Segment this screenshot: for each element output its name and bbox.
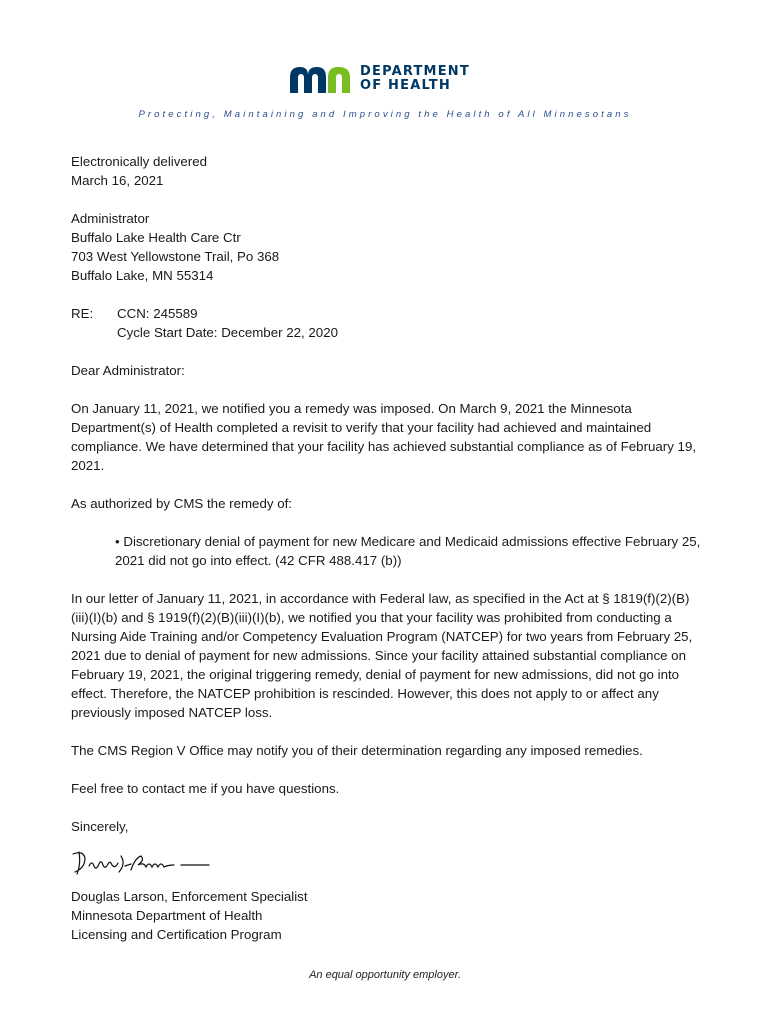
logo-line-1: DEPARTMENT (360, 64, 470, 79)
address-line: Buffalo Lake, MN 55314 (71, 268, 214, 283)
salutation: Dear Administrator: (71, 363, 185, 378)
tagline: Protecting, Maintaining and Improving the Health of All Minnesotans (138, 109, 632, 120)
paragraph-natcep: In our letter of January 11, 2021, in accordance with Federal law, as specified in the Act at § 1819(f)(2)(B)(iii)(I)(b) and § 1919(f)(2)(B)(iii)(I)(b), we notified you that your facility was prohibited from conducting a Nursing Aide Training and/or Competency Evaluation Program (NATCEP) for two years from February 25, 2021 due to denial of payment for new admissions. Since your facility attained substantial compliance on February 19, 2021, the original triggering remedy, denial of payment for new admissions, did not go into effect. Therefore, the NATCEP prohibition is rescinded. However, this does not apply to or affect any previously imposed NATCEP loss. (71, 591, 693, 720)
remedy-bullet: • Discretionary denial of payment for new Medicare and Medicaid admissions effective February 25, 2021 did not go into effect. (42 CFR 488.417 (b)) (115, 534, 701, 568)
signature-icon (71, 844, 221, 882)
letter-date: March 16, 2021 (71, 173, 164, 188)
delivery-method: Electronically delivered (71, 154, 207, 169)
letter-body (71, 152, 701, 944)
mdh-logo (288, 62, 470, 96)
address-line: 703 West Yellowstone Trail, Po 368 (71, 249, 280, 264)
re-label: RE: (71, 306, 94, 321)
department-of-health-wordmark (360, 65, 470, 93)
closing: Sincerely, (71, 819, 129, 834)
address-line: Buffalo Lake Health Care Ctr (71, 230, 241, 245)
signer-department: Minnesota Department of Health (71, 908, 263, 923)
signer-program: Licensing and Certification Program (71, 927, 282, 942)
signature (71, 844, 701, 882)
cycle-start-line: Cycle Start Date: December 22, 2020 (117, 325, 338, 340)
signer-name: Douglas Larson, Enforcement Specialist (71, 889, 308, 904)
recipient-address (71, 209, 701, 285)
re-block (71, 304, 701, 342)
ccn-line: CCN: 245589 (117, 306, 198, 321)
footer-equal-opportunity: An equal opportunity employer. (309, 969, 461, 981)
paragraph-authorized: As authorized by CMS the remedy of: (71, 496, 292, 511)
mn-logo-icon (288, 63, 352, 95)
paragraph-contact: Feel free to contact me if you have questions. (71, 781, 340, 796)
paragraph-remedy-notice: On January 11, 2021, we notified you a remedy was imposed. On March 9, 2021 the Minnesota Department(s) of Health completed a revisit to verify that your facility had achieved and maintained compliance. We have determined that your facility has achieved substantial compliance as of February 19, 2021. (71, 401, 697, 473)
paragraph-cms-region: The CMS Region V Office may notify you of their determination regarding any imposed remedies. (71, 743, 643, 758)
logo-line-2: OF HEALTH (360, 78, 451, 93)
address-line: Administrator (71, 211, 150, 226)
